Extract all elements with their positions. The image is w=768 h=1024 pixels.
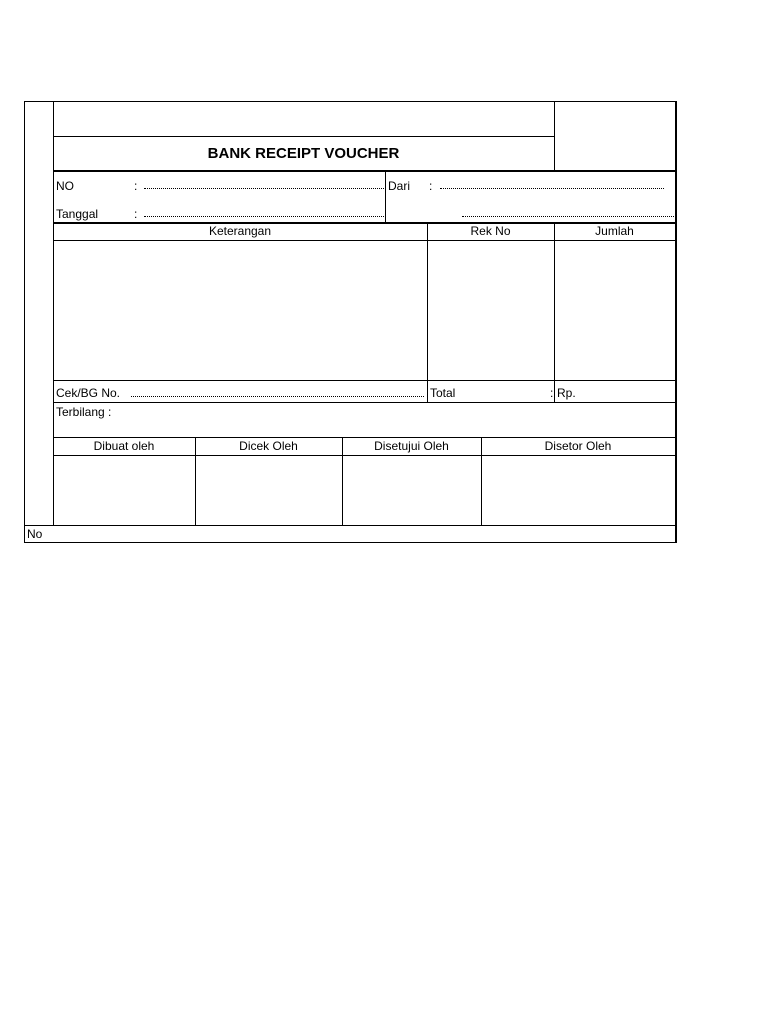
- rp-colon: :: [550, 386, 554, 400]
- dari-colon: :: [429, 179, 433, 193]
- signature-box-dibuat[interactable]: [54, 456, 195, 525]
- tanggal-colon: :: [134, 207, 138, 221]
- signature-dicek-oleh: Dicek Oleh: [239, 439, 298, 453]
- keterangan-body[interactable]: [54, 241, 427, 380]
- bottom-no-label: No: [27, 527, 43, 541]
- dari-label: Dari: [388, 179, 411, 193]
- cek-bg-field[interactable]: [131, 396, 424, 397]
- signature-box-dicek[interactable]: [196, 456, 342, 525]
- frame-right-border: [675, 101, 677, 543]
- signature-disetor-oleh: Disetor Oleh: [544, 439, 612, 453]
- cek-bg-label: Cek/BG No.: [56, 386, 121, 400]
- dari-field-line-2[interactable]: [462, 216, 674, 217]
- voucher-title: BANK RECEIPT VOUCHER: [207, 145, 400, 162]
- rp-label: Rp.: [557, 386, 576, 400]
- no-field[interactable]: [144, 188, 384, 189]
- terbilang-label: Terbilang :: [56, 405, 112, 419]
- signature-box-disetujui[interactable]: [343, 456, 481, 525]
- frame-bottom-border: [24, 542, 676, 543]
- no-colon: :: [134, 179, 138, 193]
- frame-left-border: [24, 101, 25, 543]
- rek-no-body[interactable]: [428, 241, 554, 380]
- jumlah-body[interactable]: [555, 241, 675, 380]
- signature-dibuat-oleh: Dibuat oleh: [93, 439, 155, 453]
- dari-field[interactable]: [440, 188, 664, 189]
- signature-box-disetor[interactable]: [482, 456, 675, 525]
- terbilang-field[interactable]: [125, 403, 675, 437]
- col-rek-no: Rek No: [470, 224, 511, 238]
- header-vertical-divider: [385, 171, 386, 223]
- frame-top-border: [24, 101, 676, 102]
- bottom-no-row-border: [24, 525, 676, 526]
- col-jumlah: Jumlah: [595, 224, 634, 238]
- signature-disetujui-oleh: Disetujui Oleh: [374, 439, 449, 453]
- title-bottom-divider: [53, 170, 676, 172]
- tanggal-field[interactable]: [144, 216, 384, 217]
- totals-row-top: [53, 380, 676, 381]
- tanggal-label: Tanggal: [56, 207, 99, 221]
- col-keterangan: Keterangan: [208, 224, 272, 238]
- title-top-divider: [53, 136, 555, 137]
- total-label: Total: [430, 386, 456, 400]
- signature-header-top: [53, 437, 676, 438]
- no-label: NO: [56, 179, 74, 193]
